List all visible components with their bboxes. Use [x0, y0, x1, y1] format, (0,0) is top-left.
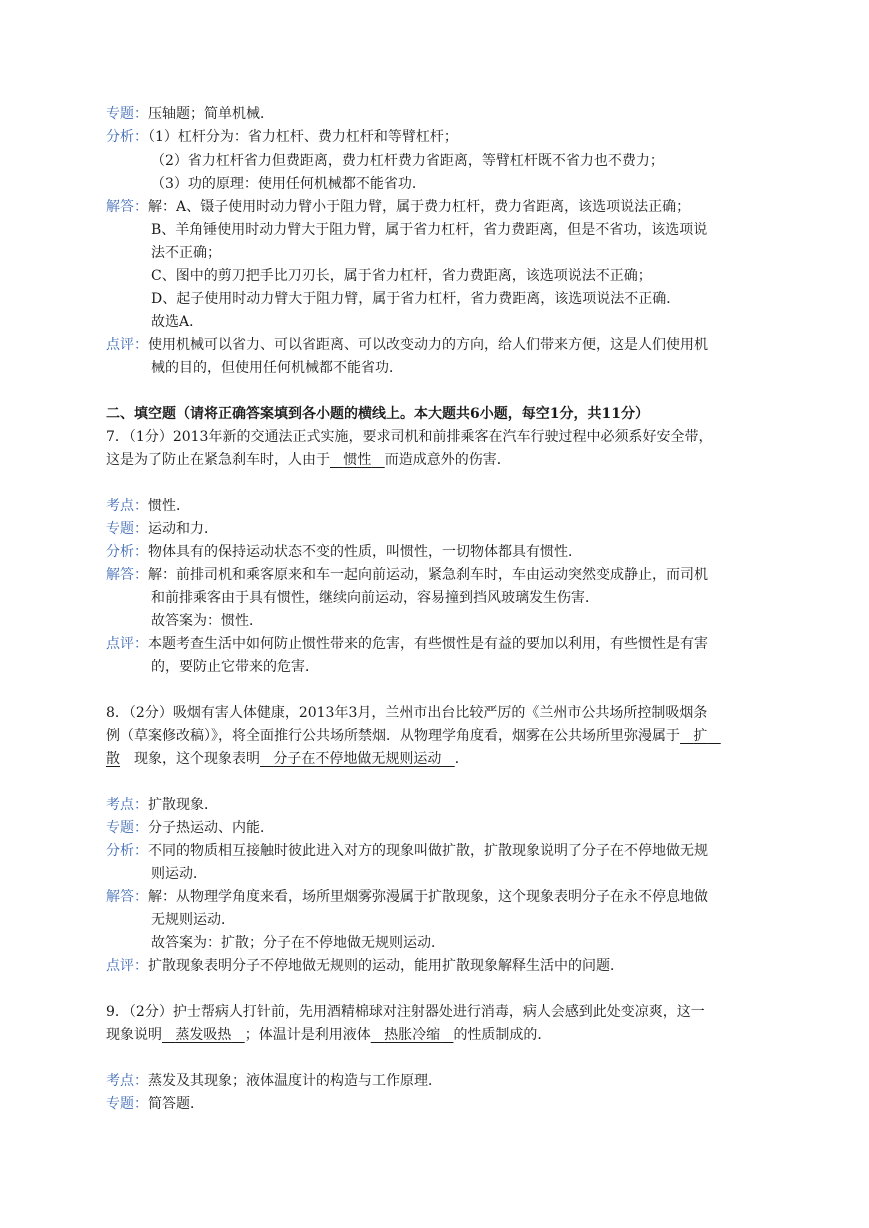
stem-text: 这是为了防止在紧急刹车时，人由于 [106, 452, 330, 468]
q9-zhuanti [106, 1094, 204, 1114]
q6-dianping [106, 335, 708, 355]
q9-stem [106, 1025, 551, 1045]
label: 专题： [106, 820, 148, 836]
q8-jieda-line: 故答案为：扩散；分子在不停地做无规则运动． [151, 935, 445, 951]
q6-fenxi-line: （3）功的原理：使用任何机械都不能省功． [151, 176, 426, 192]
q8-dianping [106, 956, 624, 976]
answer-blank: 散 [106, 751, 120, 767]
jieda-text: 解：从物理学角度来看，场所里烟雾弥漫属于扩散现象，这个现象表明分子在永不停息地做 [148, 889, 708, 905]
q6-fenxi [106, 127, 458, 147]
q8-fenxi [106, 841, 708, 861]
kaodian-text: 惯性． [148, 498, 190, 514]
zhuanti-text: 运动和力． [148, 521, 218, 537]
answer-blank: 扩 [693, 728, 708, 744]
q6-jieda-line: D、起子使用时动力臂大于阻力臂，属于省力杠杆，省力费距离，该选项说法不正确． [151, 291, 681, 307]
q8-kaodian [106, 795, 218, 815]
answer-blank: 热胀冷缩 [384, 1027, 441, 1043]
q6-zhuanti [106, 104, 274, 124]
q7-jieda-line: 和前排乘客由于具有惯性，继续向前运动，容易撞到挡风玻璃发生伤害． [151, 590, 599, 606]
label: 分析： [106, 544, 148, 560]
stem-text: ． [454, 751, 469, 767]
q7-jieda-line: 故答案为：惯性． [151, 613, 263, 629]
q7-dianping-line: 的，要防止它带来的危害． [151, 659, 319, 675]
q8-stem: 8．（2分）吸烟有害人体健康，2013年3月，兰州市出台比较严厉的《兰州市公共场所控制吸烟条 [106, 705, 708, 721]
q8-jieda-line: 无规则运动． [151, 912, 235, 928]
label: 点评： [106, 958, 148, 974]
q8-jieda [106, 887, 708, 907]
zhuanti-text: 压轴题；简单机械． [148, 106, 274, 122]
label: 分析： [106, 843, 148, 859]
q8-stem [106, 749, 469, 769]
jieda-text: 解：前排司机和乘客原来和车一起向前运动，紧急刹车时，车由运动突然变成静止，而司机 [148, 567, 708, 583]
q7-stem [106, 450, 511, 470]
stem-text: 例（草案修改稿）》，将全面推行公共场所禁烟．从物理学角度看，烟雾在公共场所里弥漫属于 [106, 728, 680, 744]
dianping-text: 扩散现象表明分子不停地做无规则的运动，能用扩散现象解释生活中的问题． [148, 958, 624, 974]
q6-fenxi-line: （2）省力杠杆省力但费距离，费力杠杆费力省距离，等臂杠杆既不省力也不费力； [151, 153, 664, 169]
q9-kaodian [106, 1071, 442, 1091]
stem-text: 而造成意外的伤害． [384, 452, 511, 468]
q6-jieda-line: 故选A． [151, 314, 204, 330]
kaodian-text: 蒸发及其现象；液体温度计的构造与工作原理． [148, 1073, 442, 1089]
jieda-text: 解：A、镊子使用时动力臂小于阻力臂，属于费力杠杆，费力省距离，该选项说法正确； [148, 199, 691, 215]
label: 解答： [106, 567, 148, 583]
q6-jieda-line: B、羊角锤使用时动力臂大于阻力臂，属于省力杠杆，省力费距离，但是不省功，该选项说 [151, 222, 708, 238]
label: 点评： [106, 337, 148, 353]
label: 考点： [106, 797, 148, 813]
q7-dianping [106, 634, 708, 654]
answer-blank: 蒸发吸热 [175, 1027, 232, 1043]
label: 分析： [106, 129, 148, 145]
q7-jieda [106, 565, 708, 585]
section-heading: 二、填空题（请将正确答案填到各小题的横线上。本大题共6小题，每空1分，共11分） [106, 406, 649, 422]
fenxi-text: 物体具有的保持运动状态不变的性质，叫惯性，一切物体都具有惯性． [148, 544, 582, 560]
zhuanti-text: 分子热运动、内能． [148, 820, 274, 836]
label: 点评： [106, 636, 148, 652]
label: 专题： [106, 521, 148, 537]
q7-fenxi [106, 542, 582, 562]
answer-blank: 分子在不停地做无规则运动 [273, 751, 442, 767]
stem-text: 现象说明 [106, 1027, 162, 1043]
stem-text: 的性质制成的． [453, 1027, 552, 1043]
label: 解答： [106, 889, 148, 905]
label: 考点： [106, 498, 148, 514]
q6-jieda [106, 197, 690, 217]
label: 考点： [106, 1073, 148, 1089]
fenxi-text: 不同的物质相互接触时彼此进入对方的现象叫做扩散，扩散现象说明了分子在不停地做无规 [148, 843, 708, 859]
dianping-text: 使用机械可以省力、可以省距离、可以改变动力的方向，给人们带来方便，这是人们使用机 [148, 337, 708, 353]
q6-jieda-line: C、图中的剪刀把手比刀刃长，属于省力杠杆，省力费距离，该选项说法不正确； [151, 268, 652, 284]
q8-zhuanti [106, 818, 274, 838]
stem-text: 现象，这个现象表明 [134, 751, 260, 767]
label: 专题： [106, 106, 148, 122]
label: 专题： [106, 1096, 148, 1112]
q8-fenxi-line: 则运动． [151, 866, 207, 882]
dianping-text: 本题考查生活中如何防止惯性带来的危害，有些惯性是有益的要加以利用，有些惯性是有害 [148, 636, 708, 652]
fenxi-text: （1）杠杆分为：省力杠杆、费力杠杆和等臂杠杆； [148, 129, 458, 145]
q9-stem: 9．（2分）护士帮病人打针前，先用酒精棉球对注射器处进行消毒，病人会感到此处变凉爽，这一 [106, 1004, 705, 1020]
q8-stem [106, 726, 721, 746]
q6-jieda-line: 法不正确； [151, 245, 221, 261]
kaodian-text: 扩散现象． [148, 797, 218, 813]
q7-kaodian [106, 496, 190, 516]
zhuanti-text: 简答题． [148, 1096, 204, 1112]
q6-dianping-line: 械的目的，但使用任何机械都不能省功． [151, 360, 403, 376]
q7-zhuanti [106, 519, 218, 539]
label: 解答： [106, 199, 148, 215]
answer-blank: 惯性 [343, 452, 372, 468]
q7-stem: 7．（1分）2013年新的交通法正式实施，要求司机和前排乘客在汽车行驶过程中必须系好安全带， [106, 429, 713, 445]
stem-text: ；体温计是利用液体 [244, 1027, 371, 1043]
